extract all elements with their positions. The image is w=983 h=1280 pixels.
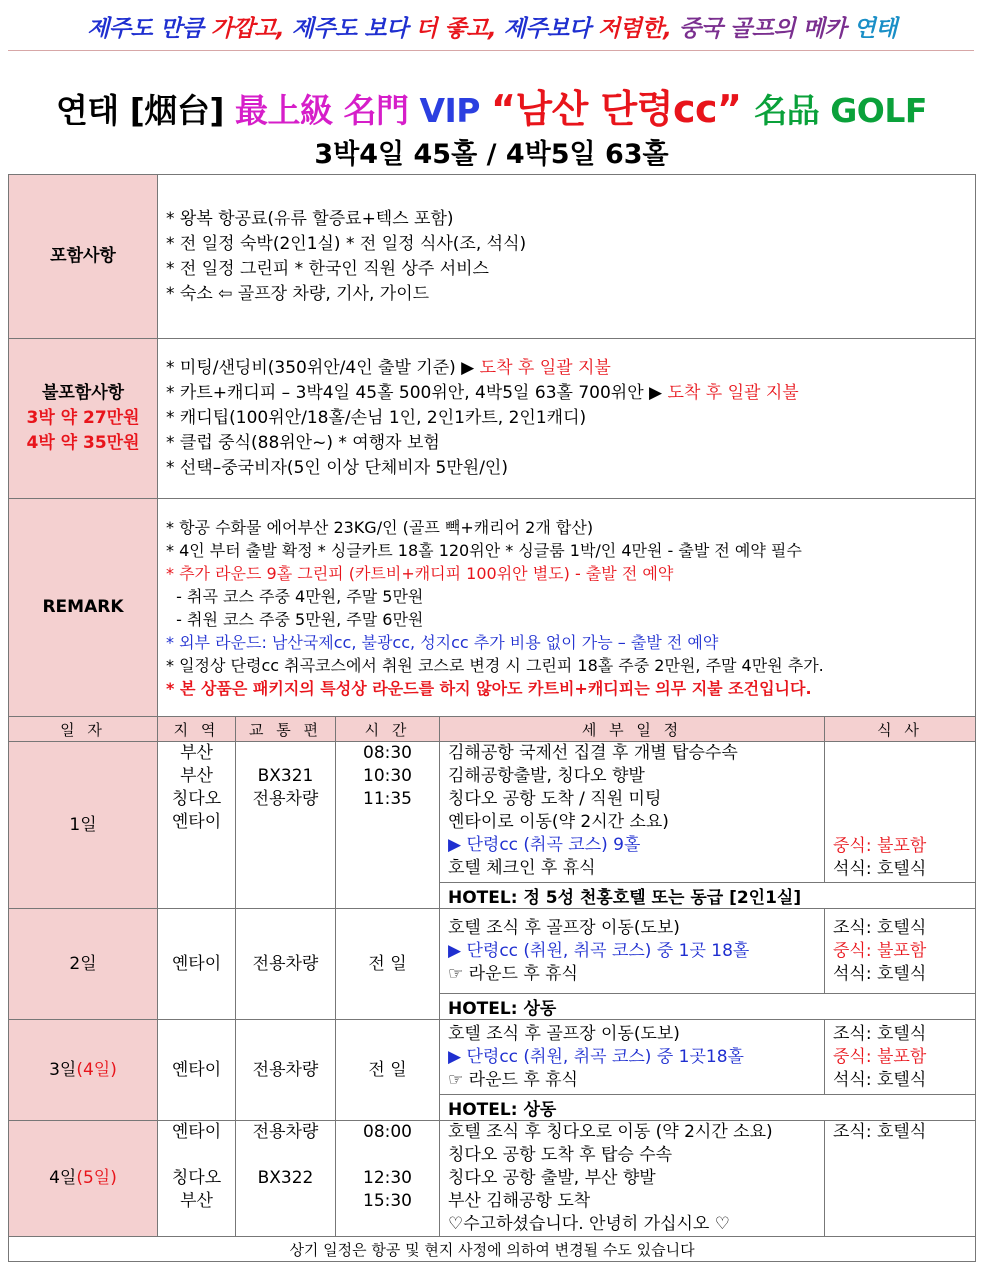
transport-text: BX321 bbox=[257, 766, 314, 786]
day2-row bbox=[9, 909, 976, 994]
included-list bbox=[158, 175, 976, 339]
transport-text: BX322 bbox=[257, 1168, 314, 1188]
remark-label: REMARK bbox=[9, 499, 158, 717]
title-part: 연태 [烟台] bbox=[56, 91, 235, 130]
itinerary-table bbox=[8, 174, 976, 1262]
time-text: 15:30 bbox=[363, 1191, 412, 1211]
header-transport: 교 통 편 bbox=[236, 717, 336, 742]
meal-breakfast: 조식: 호텔식 bbox=[833, 1122, 927, 1142]
header-time: 시 간 bbox=[336, 717, 440, 742]
remark-item: * 항공 수화물 에어부산 23KG/인 (골프 빽+캐리어 2개 합산) bbox=[166, 517, 594, 537]
region-text: 옌타이 bbox=[171, 1122, 222, 1142]
excluded-item: * 클럽 중식(88위안~) * 여행자 보험 bbox=[166, 433, 440, 453]
detail-text: 칭다오 공항 도착 / 직원 미팅 bbox=[448, 789, 662, 809]
title-part: 最上級 名門 bbox=[234, 91, 420, 130]
tagline-part: 더 좋고, bbox=[415, 16, 504, 42]
excluded-price-4n: 4박 약 35만원 bbox=[26, 433, 140, 453]
excluded-item-text: * 미팅/샌딩비(350위안/4인 출발 기준) ▶ bbox=[166, 358, 480, 378]
detail-text: 칭다오 공항 도착 후 탑승 수속 bbox=[448, 1145, 673, 1165]
day2-time: 전 일 bbox=[336, 909, 440, 1020]
detail-text: 호텔 조식 후 골프장 이동(도보) bbox=[448, 1023, 680, 1044]
remark-item: - 취원 코스 주중 5만원, 주말 6만원 bbox=[166, 609, 424, 629]
time-text bbox=[336, 1144, 439, 1167]
detail-text: 호텔 조식 후 골프장 이동(도보) bbox=[448, 917, 680, 938]
included-item: * 숙소 ⇦ 골프장 차량, 기사, 가이드 bbox=[166, 283, 430, 304]
included-row bbox=[9, 175, 976, 339]
day2-hotel: HOTEL: 상동 bbox=[440, 994, 976, 1020]
meal-breakfast: 조식: 호텔식 bbox=[833, 1023, 927, 1044]
header-day: 일 자 bbox=[9, 717, 158, 742]
day4-transport bbox=[236, 1121, 336, 1237]
golf-text: ▶ 단령cc (취원, 취곡 코스) 중 1곳 18홀 bbox=[448, 940, 750, 961]
meal-dinner: 석식: 호텔식 bbox=[833, 1069, 927, 1090]
remark-item: * 일정상 단령cc 취곡코스에서 취원 코스로 변경 시 그린피 18홀 주중 2만원, 주말 4만원 추가. bbox=[166, 655, 824, 675]
excluded-list bbox=[158, 339, 976, 499]
day4-day-alt: (5일) bbox=[76, 1168, 117, 1188]
detail-text: ♡수고하셨습니다. 안녕히 가십시오 ♡ bbox=[448, 1214, 731, 1234]
day3-details bbox=[440, 1020, 825, 1095]
time-text: 12:30 bbox=[363, 1168, 412, 1188]
day2-details bbox=[440, 909, 825, 994]
meal-lunch: 중식: 불포함 bbox=[833, 1046, 927, 1067]
header-detail: 세 부 일 정 bbox=[440, 717, 825, 742]
excluded-item bbox=[166, 381, 975, 406]
detail-text: 호텔 체크인 후 휴식 bbox=[448, 858, 596, 878]
transport-text: 전용차량 bbox=[252, 789, 319, 809]
day1-transport bbox=[236, 742, 336, 909]
included-label: 포함사항 bbox=[9, 175, 158, 339]
excluded-item-text: * 카트+캐디피 – 3박4일 45홀 500위안, 4박5일 63홀 700위안 ▶ bbox=[166, 383, 668, 403]
remark-item: * 4인 부터 출발 확정 * 싱글카트 18홀 120위안 * 싱글룸 1박/인 4만원 - 출발 전 예약 필수 bbox=[166, 540, 802, 560]
region-text: 칭다오 bbox=[171, 1168, 222, 1188]
detail-text: 부산 김해공항 도착 bbox=[448, 1191, 591, 1211]
day3-time: 전 일 bbox=[336, 1020, 440, 1121]
excluded-price-3n: 3박 약 27만원 bbox=[26, 408, 140, 428]
day3-day: 3일 bbox=[49, 1059, 77, 1080]
day4-day: 4일 bbox=[49, 1168, 77, 1188]
region-text: 부산 bbox=[180, 1191, 213, 1211]
golf-text: ▶ 단령cc (취곡 코스) 9홀 bbox=[448, 835, 641, 855]
day4-times bbox=[336, 1121, 440, 1237]
transport-text bbox=[236, 742, 335, 765]
title-part: “남산 단령cc” bbox=[490, 87, 755, 131]
tagline-part: 중국 골프의 메카 bbox=[678, 16, 854, 42]
day3-row bbox=[9, 1020, 976, 1095]
included-item: * 전 일정 그린피 * 한국인 직원 상주 서비스 bbox=[166, 258, 489, 279]
excluded-item: * 선택–중국비자(5인 이상 단체비자 5만원/인) bbox=[166, 458, 508, 478]
day1-times bbox=[336, 742, 440, 909]
tagline-part: 제주도 보다 bbox=[291, 16, 416, 42]
divider bbox=[8, 50, 974, 51]
day3-hotel: HOTEL: 상동 bbox=[440, 1095, 976, 1121]
day1-label: 1일 bbox=[9, 742, 158, 909]
day2-region: 옌타이 bbox=[158, 909, 236, 1020]
header-region: 지 역 bbox=[158, 717, 236, 742]
excluded-label-cell bbox=[9, 339, 158, 499]
day1-regions bbox=[158, 742, 236, 909]
day1-meals bbox=[825, 742, 976, 883]
meal-breakfast: 조식: 호텔식 bbox=[833, 917, 927, 938]
day2-transport: 전용차량 bbox=[236, 909, 336, 1020]
tagline-part: 제주보다 bbox=[503, 16, 598, 42]
region-text bbox=[158, 1144, 235, 1167]
tagline-part: 저렴한, bbox=[598, 16, 679, 42]
tagline-part: 가깝고, bbox=[210, 16, 292, 42]
detail-text: 김해공항출발, 칭다오 향발 bbox=[448, 766, 645, 786]
detail-text: 칭다오 공항 출발, 부산 향발 bbox=[448, 1168, 656, 1188]
remark-item: * 추가 라운드 9홀 그린피 (카트비+캐디피 100위안 별도) - 출발 전 예약 bbox=[166, 563, 674, 583]
included-item: * 전 일정 숙박(2인1실) * 전 일정 식사(조, 석식) bbox=[166, 233, 527, 254]
day4-details bbox=[440, 1121, 825, 1237]
meal-lunch: 중식: 불포함 bbox=[833, 836, 927, 856]
time-text: 08:00 bbox=[363, 1122, 412, 1142]
time-text: 08:30 bbox=[363, 743, 412, 763]
region-text: 부산 bbox=[180, 743, 213, 763]
excluded-label: 불포함사항 bbox=[41, 383, 125, 403]
day3-day-alt: (4일) bbox=[76, 1059, 117, 1080]
meal-lunch: 중식: 불포함 bbox=[833, 940, 927, 961]
tagline-part: 연태 bbox=[853, 16, 897, 42]
day4-regions bbox=[158, 1121, 236, 1237]
footer-row bbox=[9, 1237, 976, 1262]
title-part: VIP bbox=[419, 91, 491, 130]
included-item: * 왕복 항공료(유류 할증료+텍스 포함) bbox=[166, 208, 454, 229]
remark-item: - 취곡 코스 주중 4만원, 주말 5만원 bbox=[166, 586, 424, 606]
day2-label: 2일 bbox=[9, 909, 158, 1020]
remark-item: * 본 상품은 패키지의 특성상 라운드를 하지 않아도 카트비+캐디피는 의무 지불 조건입니다. bbox=[166, 678, 812, 698]
day1-hotel: HOTEL: 정 5성 천홍호텔 또는 동급 [2인1실] bbox=[440, 883, 976, 909]
schedule-header bbox=[9, 717, 976, 742]
page-subtitle: 3박4일 45홀 / 4박5일 63홀 bbox=[314, 139, 669, 170]
region-text: 부산 bbox=[180, 766, 213, 786]
detail-text: 옌타이로 이동(약 2시간 소요) bbox=[448, 812, 669, 832]
tagline bbox=[12, 10, 972, 43]
title-part: 名品 GOLF bbox=[754, 91, 927, 130]
detail-text: ☞ 라운드 후 휴식 bbox=[448, 963, 578, 984]
tagline-part: 제주도 만큼 bbox=[87, 16, 211, 42]
day4-meals bbox=[825, 1121, 976, 1237]
golf-text: ▶ 단령cc (취원, 취곡 코스) 중 1곳18홀 bbox=[448, 1046, 744, 1067]
remark-list bbox=[158, 499, 976, 717]
day3-meals bbox=[825, 1020, 976, 1095]
region-text: 칭다오 bbox=[171, 789, 222, 809]
detail-text: ☞ 라운드 후 휴식 bbox=[448, 1069, 578, 1090]
transport-text: 전용차량 bbox=[252, 1122, 319, 1142]
footer-note: 상기 일정은 항공 및 현지 사정에 의하여 변경될 수도 있습니다 bbox=[9, 1237, 976, 1262]
time-text: 11:35 bbox=[363, 789, 412, 809]
day4-label bbox=[9, 1121, 158, 1237]
meal-dinner: 석식: 호텔식 bbox=[833, 963, 927, 984]
transport-text bbox=[236, 1144, 335, 1167]
excluded-item: * 캐디팁(100위안/18홀/손님 1인, 2인1카트, 2인1캐디) bbox=[166, 408, 587, 428]
excluded-item-note: 도착 후 일괄 지불 bbox=[479, 358, 611, 378]
meal-dinner: 석식: 호텔식 bbox=[833, 859, 927, 879]
day1-row bbox=[9, 742, 976, 883]
region-text: 옌타이 bbox=[171, 812, 222, 832]
day3-region: 옌타이 bbox=[158, 1020, 236, 1121]
day4-row bbox=[9, 1121, 976, 1237]
remark-item: * 외부 라운드: 남산국제cc, 불광cc, 성지cc 추가 비용 없이 가능 – 출발 전 예약 bbox=[166, 632, 719, 652]
header-meal: 식 사 bbox=[825, 717, 976, 742]
excluded-item bbox=[166, 356, 975, 381]
excluded-row bbox=[9, 339, 976, 499]
detail-text: 호텔 조식 후 칭다오로 이동 (약 2시간 소요) bbox=[448, 1122, 773, 1142]
time-text: 10:30 bbox=[363, 766, 412, 786]
day1-details bbox=[440, 742, 825, 883]
day3-label bbox=[9, 1020, 158, 1121]
detail-text: 김해공항 국제선 집결 후 개별 탑승수속 bbox=[448, 743, 738, 763]
day2-meals bbox=[825, 909, 976, 994]
page-title bbox=[0, 78, 983, 133]
remark-row bbox=[9, 499, 976, 717]
day3-transport: 전용차량 bbox=[236, 1020, 336, 1121]
excluded-item-note: 도착 후 일괄 지불 bbox=[667, 383, 799, 403]
